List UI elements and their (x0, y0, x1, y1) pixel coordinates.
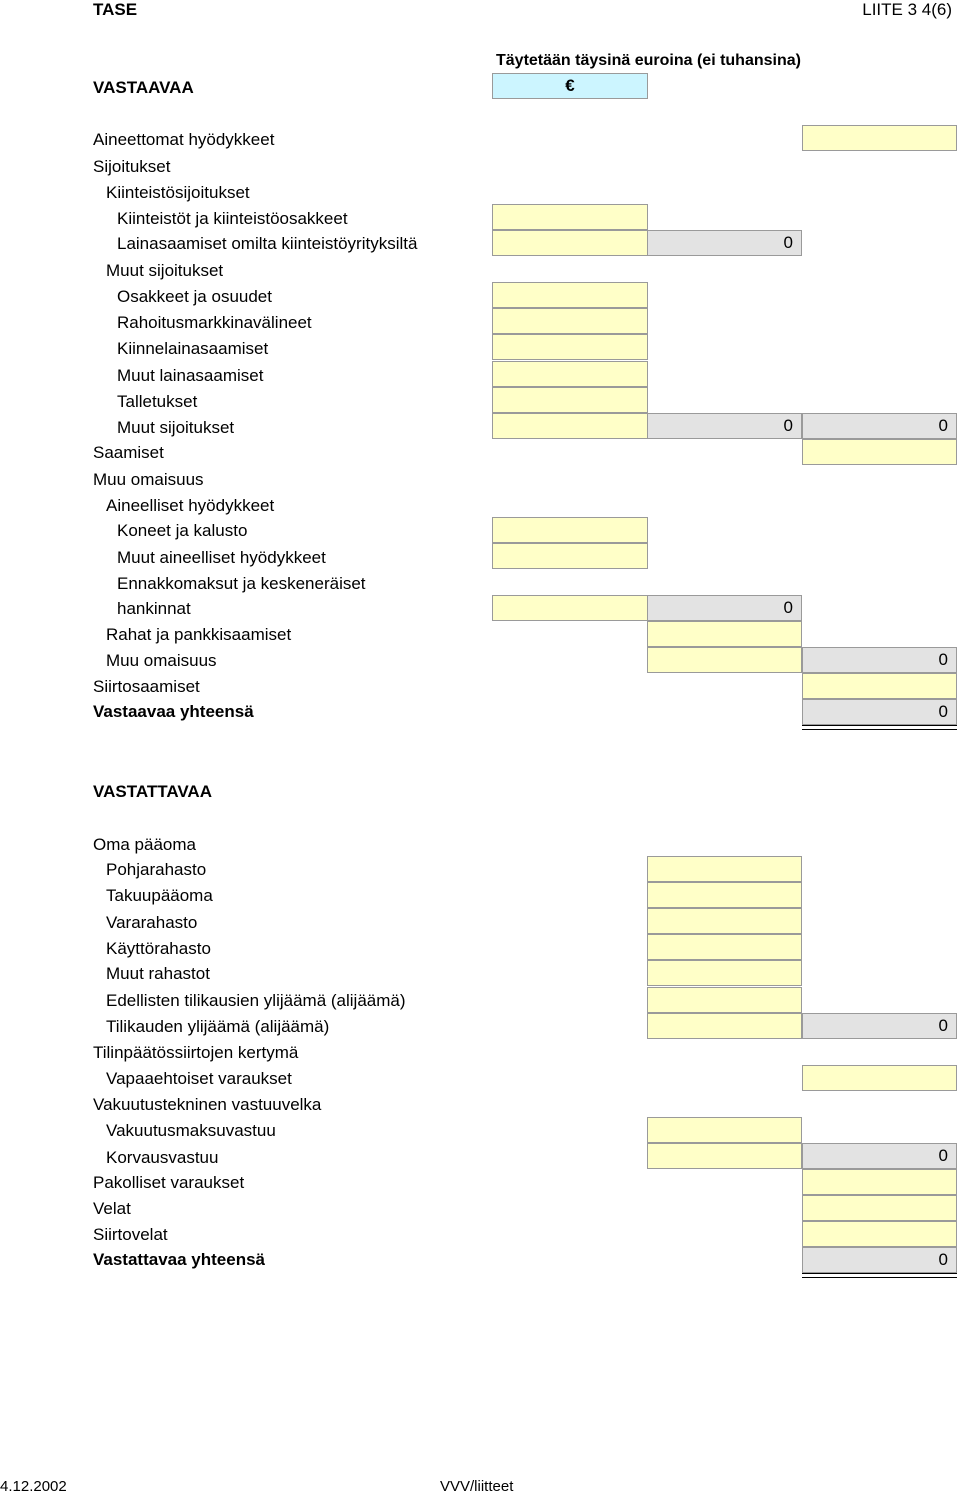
input-koneet-kalusto[interactable] (492, 517, 648, 543)
input-siirtosaamiset[interactable] (802, 673, 957, 699)
label-lainasaamiset: Lainasaamiset omilta kiinteistöyrityksiltä (117, 234, 418, 253)
label-muut-lainasaamiset: Muut lainasaamiset (117, 366, 264, 385)
sum-kiinteistosijoitukset: 0 (647, 230, 802, 256)
input-muut-rahastot[interactable] (647, 960, 802, 986)
label-vakuutustekninen-vastuuvelka: Vakuutustekninen vastuuvelka (93, 1095, 322, 1114)
label-rahoitusmarkkinavalineet: Rahoitusmarkkinavälineet (117, 313, 312, 332)
total-vastattavaa: 0 (802, 1247, 957, 1273)
label-kiinteistot: Kiinteistöt ja kiinteistöosakkeet (117, 209, 348, 228)
input-edellisten-tilikausien[interactable] (647, 987, 802, 1013)
label-pohjarahasto: Pohjarahasto (106, 860, 207, 879)
input-pohjarahasto[interactable] (647, 856, 802, 882)
total-vastaavaa: 0 (802, 699, 957, 725)
input-muu-omaisuus[interactable] (647, 647, 802, 673)
sum-muu-omaisuus: 0 (802, 647, 957, 673)
label-rahat-pankkisaamiset: Rahat ja pankkisaamiset (106, 625, 292, 644)
footer-date: 4.12.2002 (0, 1478, 67, 1495)
input-vararahasto[interactable] (647, 908, 802, 934)
input-talletukset[interactable] (492, 387, 648, 413)
page-reference: LIITE 3 4(6) (862, 0, 952, 19)
input-osakkeet[interactable] (492, 282, 648, 308)
label-hankinnat: hankinnat (117, 599, 191, 618)
input-pakolliset-varaukset[interactable] (802, 1169, 957, 1195)
label-aineelliset-hyodykkeet: Aineelliset hyödykkeet (106, 496, 275, 515)
input-velat[interactable] (802, 1195, 957, 1221)
label-muu-omaisuus: Muu omaisuus (106, 651, 217, 670)
label-muut-aineelliset: Muut aineelliset hyödykkeet (117, 548, 326, 567)
label-talletukset: Talletukset (117, 392, 198, 411)
input-aineettomat-hyodykkeet[interactable] (802, 125, 957, 151)
input-vakuutusmaksuvastuu[interactable] (647, 1117, 802, 1143)
label-oma-paaoma: Oma pääoma (93, 835, 196, 854)
label-kiinnelainasaamiset: Kiinnelainasaamiset (117, 339, 269, 358)
label-muut-rahastot: Muut rahastot (106, 964, 210, 983)
fill-instruction: Täytetään täysinä euroina (ei tuhansina) (496, 52, 801, 69)
input-vapaaehtoiset-varaukset[interactable] (802, 1065, 957, 1091)
label-tilikauden-ylijaama: Tilikauden ylijäämä (alijäämä) (106, 1017, 330, 1036)
label-vastattavaa-yhteensa: Vastattavaa yhteensä (93, 1250, 265, 1269)
liabilities-title: VASTATTAVAA (93, 782, 212, 801)
input-kiinteistot[interactable] (492, 204, 648, 230)
footer-path: VVV/liitteet (440, 1478, 514, 1495)
label-saamiset: Saamiset (93, 443, 164, 462)
label-korvausvastuu: Korvausvastuu (106, 1148, 219, 1167)
input-ennakkomaksut[interactable] (492, 595, 648, 621)
label-muut-sijoitukset: Muut sijoitukset (117, 418, 235, 437)
sum-muut-sijoitukset: 0 (647, 413, 802, 439)
input-muut-sijoitukset[interactable] (492, 413, 648, 439)
label-muu-omaisuus-group: Muu omaisuus (93, 470, 204, 489)
label-sijoitukset: Sijoitukset (93, 157, 171, 176)
input-tilikauden-ylijaama[interactable] (647, 1013, 802, 1039)
double-underline (802, 725, 957, 730)
input-muut-aineelliset[interactable] (492, 543, 648, 569)
label-ennakkomaksut: Ennakkomaksut ja keskeneräiset (117, 574, 366, 593)
label-vakuutusmaksuvastuu: Vakuutusmaksuvastuu (106, 1121, 276, 1140)
input-kiinnelainasaamiset[interactable] (492, 334, 648, 360)
label-aineettomat-hyodykkeet: Aineettomat hyödykkeet (93, 130, 275, 149)
label-kiinteistosijoitukset: Kiinteistösijoitukset (106, 183, 250, 202)
input-rahat-pankkisaamiset[interactable] (647, 621, 802, 647)
input-takuupaaoma[interactable] (647, 882, 802, 908)
label-siirtosaamiset: Siirtosaamiset (93, 677, 200, 696)
input-siirtovelat[interactable] (802, 1221, 957, 1247)
label-tilinpaatossiirtojen-kertyma: Tilinpäätössiirtojen kertymä (93, 1043, 299, 1062)
label-vapaaehtoiset-varaukset: Vapaaehtoiset varaukset (106, 1069, 292, 1088)
label-koneet-kalusto: Koneet ja kalusto (117, 521, 248, 540)
label-takuupaaoma: Takuupääoma (106, 886, 213, 905)
input-kayttorahasto[interactable] (647, 934, 802, 960)
sum-sijoitukset: 0 (802, 413, 957, 439)
label-kayttorahasto: Käyttörahasto (106, 939, 211, 958)
label-muut-sijoitukset-group: Muut sijoitukset (106, 261, 224, 280)
input-rahoitusmarkkinavalineet[interactable] (492, 308, 648, 334)
double-underline (802, 1273, 957, 1278)
label-vastaavaa-yhteensa: Vastaavaa yhteensä (93, 702, 254, 721)
label-velat: Velat (93, 1199, 131, 1218)
label-pakolliset-varaukset: Pakolliset varaukset (93, 1173, 245, 1192)
assets-title: VASTAAVAA (93, 78, 194, 97)
sum-vakuutustekninen-vastuuvelka: 0 (802, 1143, 957, 1169)
input-muut-lainasaamiset[interactable] (492, 361, 648, 387)
label-siirtovelat: Siirtovelat (93, 1225, 168, 1244)
sum-oma-paaoma: 0 (802, 1013, 957, 1039)
document-title: TASE (93, 0, 138, 19)
input-saamiset[interactable] (802, 439, 957, 465)
label-osakkeet: Osakkeet ja osuudet (117, 287, 272, 306)
input-korvausvastuu[interactable] (647, 1143, 802, 1169)
input-lainasaamiset[interactable] (492, 230, 648, 256)
label-vararahasto: Vararahasto (106, 913, 198, 932)
label-edellisten-tilikausien: Edellisten tilikausien ylijäämä (alijäämä) (106, 991, 406, 1010)
sum-aineelliset-hyodykkeet: 0 (647, 595, 802, 621)
currency-cell: € (492, 73, 648, 99)
